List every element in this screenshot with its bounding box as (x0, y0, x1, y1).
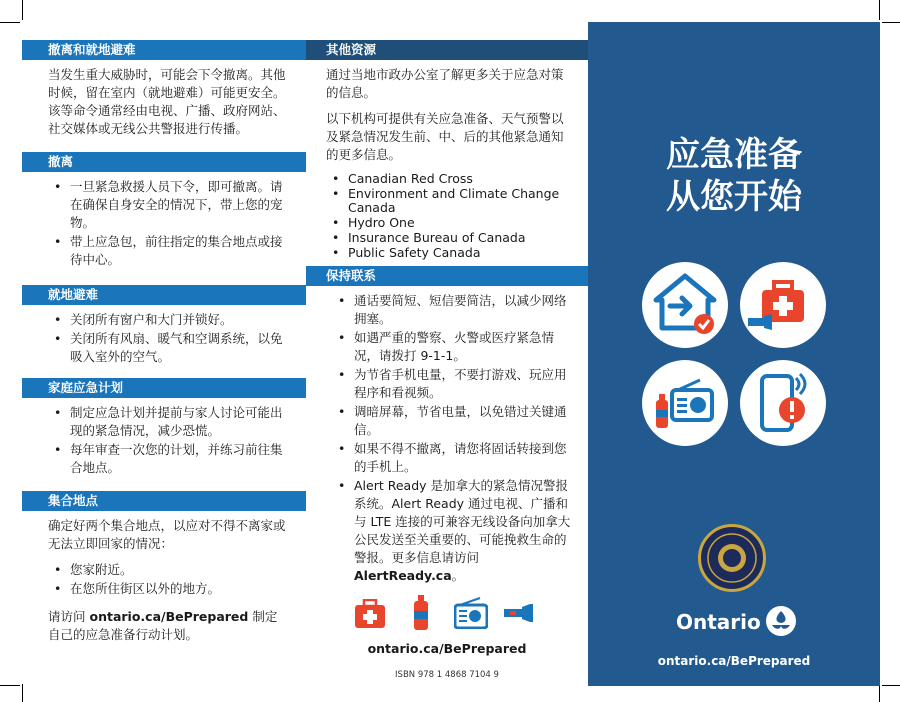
cover-title-line2: 从您开始 (666, 177, 802, 217)
section-header: 就地避难 (22, 285, 306, 305)
list-item-text: Alert Ready 是加拿大的紧急情况警报系统。Alert Ready 通过电视、广播和与 LTE 连接的可兼容无线设备向加拿大公民发送至关重要的、可能挽救生命的警报。更多信息请访问 (354, 478, 571, 565)
flashlight-icon (504, 603, 538, 623)
cover-title (588, 134, 880, 218)
list-item: • 带上应急包，前往指定的集合地点或接待中心。 (48, 233, 288, 269)
paragraph: 通过当地市政办公室了解更多关于应急对策的信息。 (326, 67, 564, 100)
list-item: • 为节省手机电量，不要打游戏、玩应用程序和看视频。 (332, 366, 572, 402)
phone-alert-icon (740, 360, 826, 446)
crop-mark (879, 684, 880, 702)
paragraph: 当发生重大威胁时，可能会下令撤离。其他时候，留在室内（就地避难）可能更安全。该等命令通常经由电视、广播、政府网站、社交媒体或无线公共警报进行传播。 (48, 67, 286, 136)
crop-mark (879, 0, 880, 20)
fire-extinguisher-icon (412, 595, 430, 631)
cover-panel (588, 22, 880, 686)
list-item: • 调暗屏幕，节省电量，以免错过关键通信。 (332, 403, 572, 439)
agency-item: • Hydro One (326, 216, 572, 230)
column-left (22, 40, 306, 652)
list-item: • 通话要简短、短信要简洁，以减少网络拥塞。 (332, 292, 572, 328)
isbn: ISBN 978 1 4868 7104 9 (395, 670, 499, 680)
radio-icon (454, 597, 488, 629)
first-aid-kit-icon (354, 599, 386, 629)
list-item: • 一旦紧急救援人员下令，即可撤离。请在确保自身安全的情况下，带上您的宠物。 (48, 178, 288, 232)
emergency-management-seal-icon (698, 524, 766, 592)
agency-item: • Environment and Climate Change Canada (326, 187, 572, 215)
agency-item: • Public Safety Canada (326, 246, 572, 260)
list-item: • 如遇严重的警察、火警或医疗紧急情况，请拨打 9-1-1。 (332, 329, 572, 365)
list-item-text: 。 (451, 568, 465, 583)
agency-item: • Canadian Red Cross (326, 172, 572, 186)
section-header: 保持联系 (306, 266, 588, 286)
crop-mark (22, 0, 23, 20)
column-middle (306, 40, 588, 680)
ontario-wordmark: Ontario (676, 610, 761, 634)
crop-mark (0, 22, 20, 23)
crop-mark (882, 685, 900, 686)
list-item: • 关闭所有窗户和大门并锁好。 (48, 311, 288, 329)
paragraph: 确定好两个集合地点，以应对不得不离家或无法立即回家的情况： (48, 518, 286, 551)
list-item: • 制定应急计划并提前与家人讨论可能出现的紧急情况，减少恐慌。 (48, 404, 288, 440)
list-item: • 每年审查一次您的计划，并练习前往集合地点。 (48, 441, 288, 477)
list-item: • 您家附近。 (48, 561, 288, 579)
alertready-link[interactable]: AlertReady.ca (354, 568, 452, 583)
list-item: • 在您所住街区以外的地方。 (48, 580, 288, 598)
crop-mark (0, 685, 20, 686)
radio-icon (642, 360, 728, 446)
paragraph: 以下机构可提供有关应急准备、天气预警以及紧急情况发生前、中、后的其他紧急通知的更多信息。 (326, 111, 564, 162)
list-item: • 关闭所有风扇、暖气和空调系统，以免吸入室外的空气。 (48, 330, 288, 366)
list-item: • 如果不得不撤离，请您将固话转接到您的手机上。 (332, 440, 572, 476)
section-header: 撤离和就地避难 (22, 40, 306, 60)
agency-item: • Insurance Bureau of Canada (326, 231, 572, 245)
footer-note-text: 请访问 (48, 609, 90, 624)
first-aid-kit-icon (740, 262, 826, 348)
cover-title-line1: 应急准备 (666, 135, 802, 175)
section-header: 撤离 (22, 152, 306, 172)
icon-row (306, 595, 588, 635)
section-header: 其他资源 (306, 40, 588, 60)
ontario-trillium-logo-icon (766, 606, 796, 636)
website-url[interactable]: ontario.ca/BePrepared (367, 641, 527, 656)
footer-note-text: 制定自己的应急准备行动计划。 (48, 609, 278, 642)
footer-note (48, 608, 288, 644)
crop-mark (22, 684, 23, 702)
website-link[interactable]: ontario.ca/BePrepared (89, 609, 249, 624)
website-url[interactable]: ontario.ca/BePrepared (657, 654, 811, 668)
list-item (332, 477, 572, 585)
section-header: 家庭应急计划 (22, 378, 306, 398)
crop-mark (882, 22, 900, 23)
section-header: 集合地点 (22, 491, 306, 511)
evacuate-house-icon (642, 262, 728, 348)
